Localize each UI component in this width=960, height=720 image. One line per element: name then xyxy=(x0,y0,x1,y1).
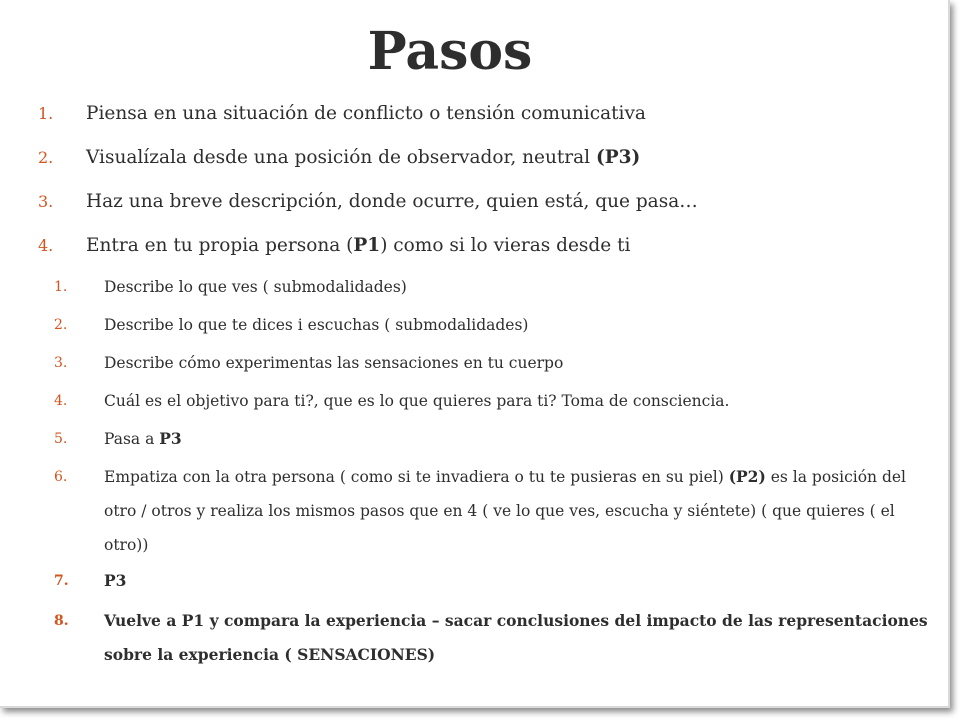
sublist-text-bold: Vuelve a P1 y compara la experiencia – sacar conclusiones del impacto de las representaciones sobre la experiencia ( SENSACIONES) xyxy=(104,611,928,664)
sublist-text-bold: P3 xyxy=(159,429,182,448)
sublist-number: 3. xyxy=(54,355,68,371)
sublist-number: 6. xyxy=(54,469,68,485)
sublist-text: Cuál es el objetivo para ti?, que es lo que quieres para ti? Toma de consciencia. xyxy=(104,392,730,410)
sublist-text: Empatiza con la otra persona ( como si te invadiera o tu te pusieras en su piel) xyxy=(104,468,729,486)
list-text: Piensa en una situación de conflicto o tensión comunicativa xyxy=(86,103,646,124)
sublist-number: 2. xyxy=(54,317,68,333)
slide-title: Pasos xyxy=(367,21,533,82)
list-text: Visualízala desde una posición de observador, neutral xyxy=(86,147,596,168)
list-number: 4. xyxy=(38,236,54,255)
sublist-text: Pasa a xyxy=(104,430,160,448)
list-text-bold: P1 xyxy=(353,235,381,256)
list-text: Haz una breve descripción, donde ocurre, quien está, que pasa… xyxy=(86,191,698,212)
list-number: 3. xyxy=(38,192,54,211)
list-text-bold: (P3) xyxy=(595,147,641,168)
sublist-text: es la posición del otro / otros y realiza los mismos pasos que en 4 ( ve lo que ves, escucha y siéntete) ( que quieres ( el otro)) xyxy=(104,468,907,554)
sublist-text: Describe lo que te dices i escuchas ( submodalidades) xyxy=(104,316,529,334)
list-text: Entra en tu propia persona ( xyxy=(86,235,354,256)
sublist-number: 1. xyxy=(54,279,68,295)
sublist-number: 8. xyxy=(54,613,69,629)
list-number: 1. xyxy=(38,104,54,123)
sublist-text: Describe cómo experimentas las sensaciones en tu cuerpo xyxy=(104,354,564,372)
sublist-text-bold: P3 xyxy=(104,571,127,590)
sublist-number: 7. xyxy=(54,573,69,589)
sublist-number: 5. xyxy=(54,431,68,447)
list-number: 2. xyxy=(38,148,54,167)
sublist-text-bold: (P2) xyxy=(728,467,766,486)
list-text: ) como si lo vieras desde ti xyxy=(380,235,631,256)
sublist-text: Describe lo que ves ( submodalidades) xyxy=(104,278,407,296)
sublist-number: 4. xyxy=(54,393,68,409)
